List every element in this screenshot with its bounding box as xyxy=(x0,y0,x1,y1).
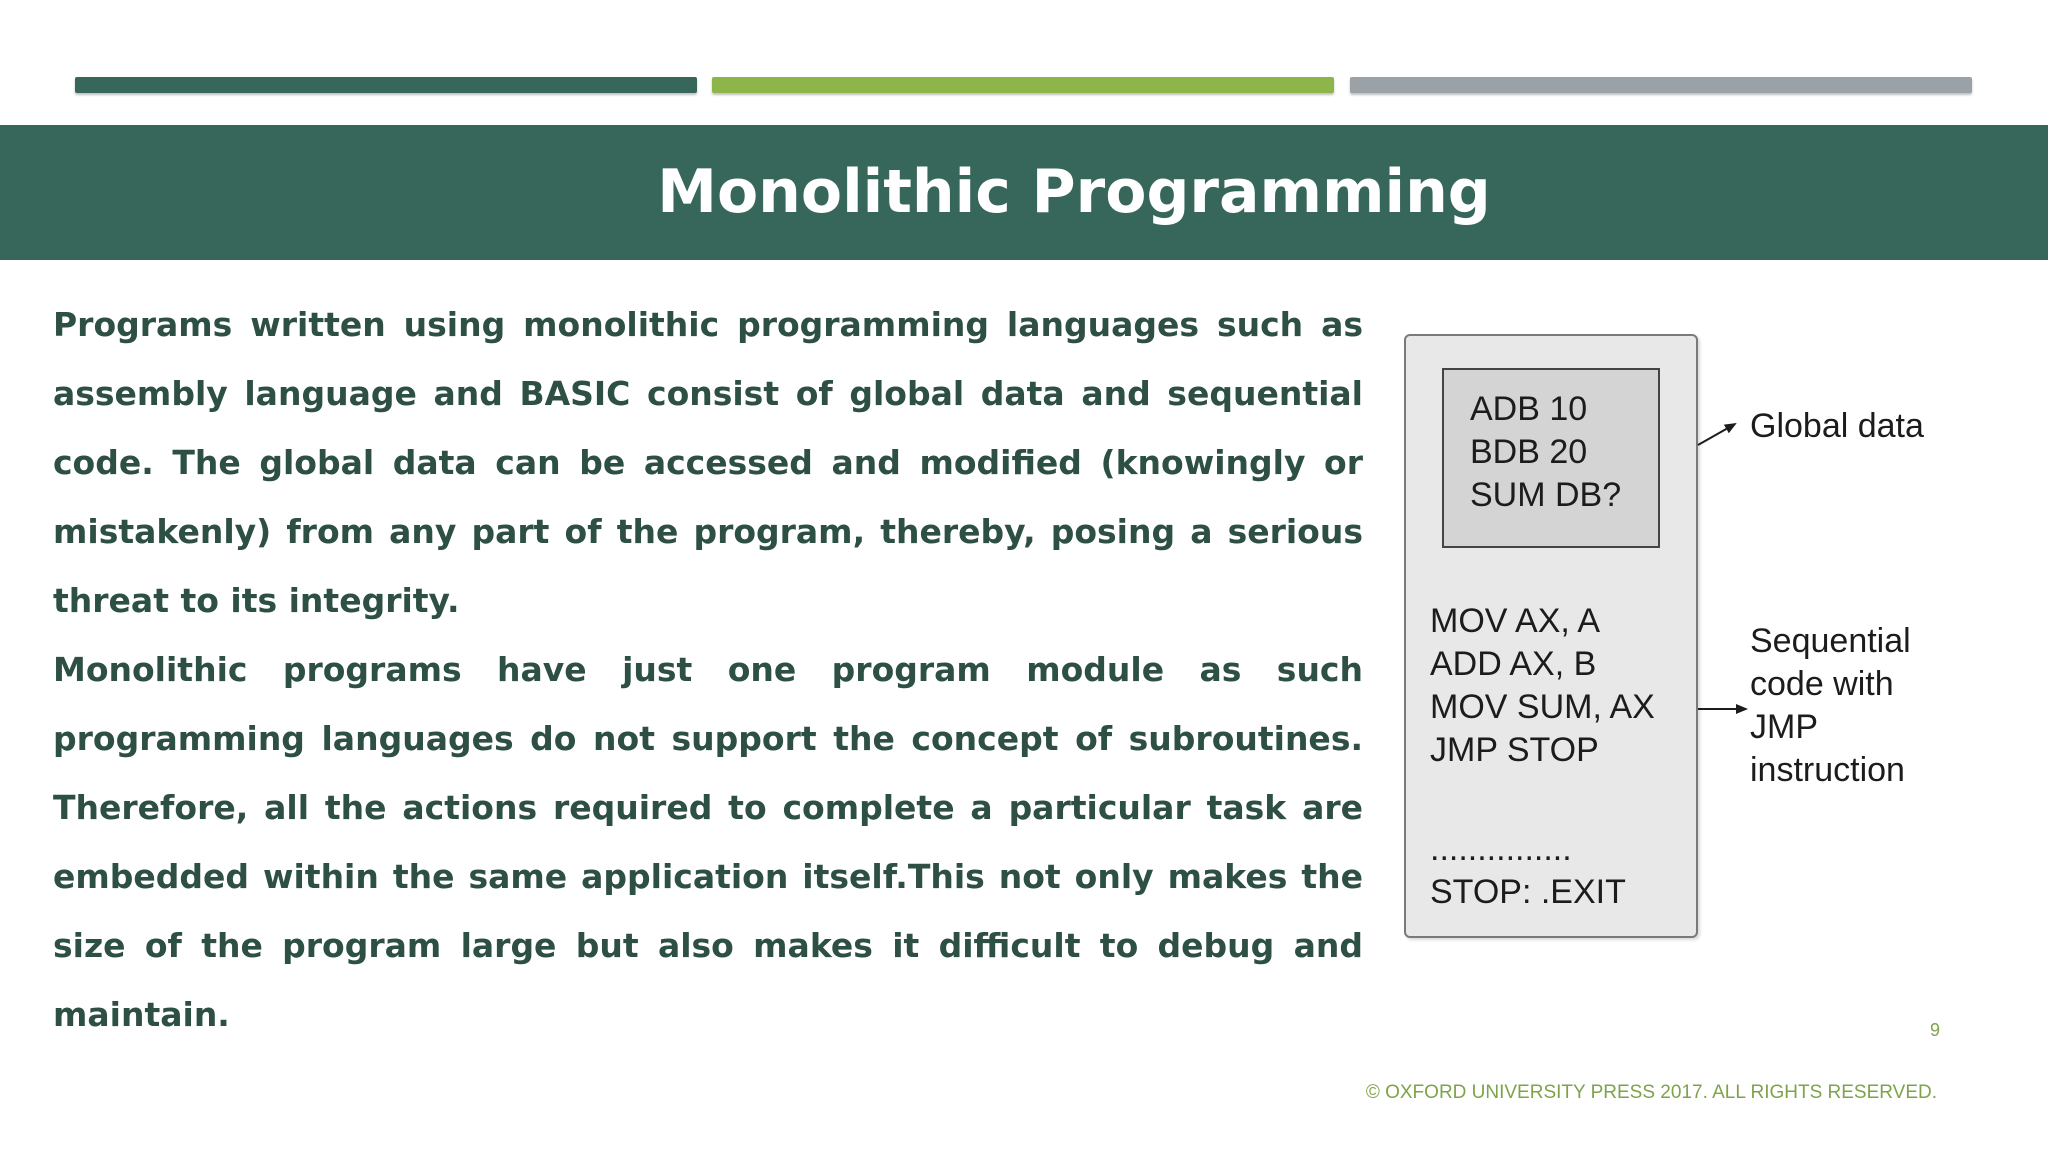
code-line: ADD AX, B xyxy=(1430,645,1597,683)
page-number: 9 xyxy=(1929,1020,1940,1040)
code-line: SUM DB? xyxy=(1470,476,1622,514)
sequential-code-label xyxy=(1750,620,1911,792)
copyright-notice: © OXFORD UNIVERSITY PRESS 2017. ALL RIGHTS RESERVED. xyxy=(1365,1082,1937,1103)
code-line: MOV SUM, AX xyxy=(1430,688,1655,726)
slide-title: Monolithic Programming xyxy=(657,157,1491,227)
accent-bar-gray xyxy=(1350,77,1972,93)
accent-bar-dark-green xyxy=(75,77,697,93)
label-line: JMP xyxy=(1750,708,1818,746)
global-data-arrow xyxy=(1698,424,1735,445)
paragraph-single-module: Monolithic programs have just one program module as such programming languages do not support the concept of subroutines. Therefore, all the actions required to complete a particular task are embedded within the same application itself.This not only makes the size of the program large but also makes it difficult to debug and maintain. xyxy=(53,650,1363,1034)
code-line: JMP STOP xyxy=(1430,731,1599,769)
label-line: code with xyxy=(1750,665,1894,703)
code-line: BDB 20 xyxy=(1470,433,1588,471)
title-band xyxy=(0,125,2048,260)
accent-bar-light-green xyxy=(712,77,1334,93)
label-line: Sequential xyxy=(1750,622,1911,660)
global-data-label: Global data xyxy=(1750,407,1924,445)
stop-line: STOP: .EXIT xyxy=(1430,873,1626,911)
code-line: MOV AX, A xyxy=(1430,602,1601,640)
ellipsis-line: ............... xyxy=(1430,830,1572,868)
paragraph-global-data: Programs written using monolithic programming languages such as assembly language and BASIC consist of global data and sequential code. The global data can be accessed and modified (knowingly or mistakenly) from any part of the program, thereby, posing a serious threat to its integrity. xyxy=(53,305,1363,620)
code-line: ADB 10 xyxy=(1470,390,1588,428)
monolithic-program-diagram xyxy=(1390,320,2010,950)
body-text xyxy=(53,290,1363,1049)
label-line: instruction xyxy=(1750,751,1905,789)
